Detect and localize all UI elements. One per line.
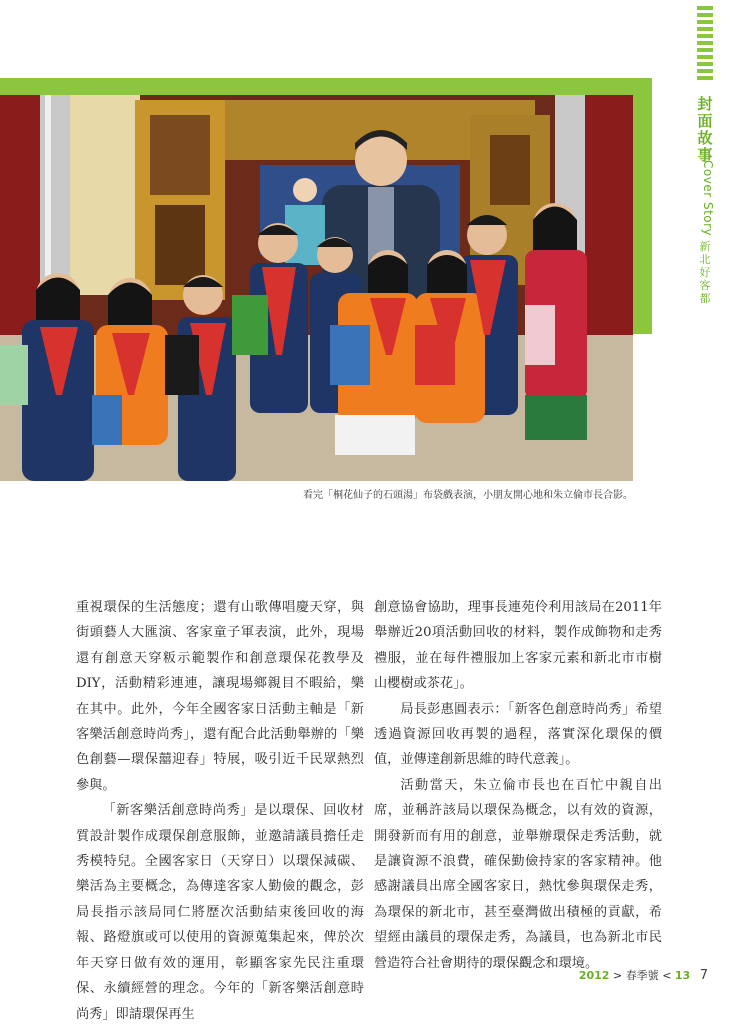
footer-season: 春季號 [625, 969, 659, 982]
paragraph: 創意協會協助，理事長連苑伶利用該局在2011年舉辦近20項活動回收的材料，製作成飾物和走秀禮服，並在每件禮服加上客家元素和新北市市樹山櫻樹或茶花」。 [374, 600, 662, 692]
paragraph: 重視環保的生活態度；還有山歌傳唱慶天穿，與街頭藝人大匯演、客家童子軍表演，此外，現場還有創意天穿粄示範製作和創意環保花教學及DIY，活動精彩連連，讓現場鄉親目不暇給，樂在其中。此外，今年全國客家日活動主軸是「新客樂活創意時尚秀」，還有配合此活動舉辦的「樂色創藝—環保囍迎春」特展，吸引近千民眾熱烈參與。 [76, 600, 364, 793]
magazine-name: 新北好客都 [699, 240, 711, 305]
paragraph: 活動當天，朱立倫市長也在百忙中親自出席，並稱許該局以環保為概念，以有效的資源，開發新而有用的創意，並舉辦環保走秀活動，就是讓資源不浪費，確保勤儉持家的客家精神。他感謝議員出席全國客家日，熱忱參與環保走秀，為環保的新北市，甚至臺灣做出積極的貢獻，希望經由議員的環保走秀，為議員，也為新北市民營造符合社會期待的環保觀念和環境。 [374, 777, 662, 971]
article-column-right [374, 595, 662, 976]
footer-year: 2012 [578, 969, 610, 982]
page-number: 7 [699, 968, 708, 983]
page-footer [579, 967, 708, 983]
paragraph: 局長彭惠圓表示：「新客色創意時尚秀」希望透過資源回收再製的過程，落實深化環保的價值，並傳達創新思維的時代意義」。 [374, 701, 662, 768]
article-column-left [76, 595, 364, 1027]
paragraph: 「新客樂活創意時尚秀」是以環保、回收材質設計製作成環保創意服飾，並邀請議員擔任走秀模特兒。全國客家日（天穿日）以環保減碳、樂活為主要概念，為傳達客家人勤儉的觀念，彭局長指示該局同仁將歷次活動結束後回收的海報、路燈旗或可以使用的資源蒐集起來，俾於次年天穿日做有效的運用，彰顯客家先民注重環保、永續經營的理念。今年的「新客樂活創意時尚秀」即請環保再生 [76, 803, 364, 1022]
section-label-zh: 封面故事 [697, 95, 713, 164]
event-photo [0, 95, 633, 481]
footer-separator: < [662, 969, 672, 982]
photo-caption: 看完「桐花仙子的石頭湯」布袋戲表演，小朋友開心地和朱立倫市長合影。 [303, 490, 633, 501]
footer-separator: > [612, 969, 623, 982]
footer-issue-number: 13 [674, 969, 691, 982]
decor-stripes [697, 6, 713, 83]
section-label-en: Cover Story [701, 160, 715, 237]
